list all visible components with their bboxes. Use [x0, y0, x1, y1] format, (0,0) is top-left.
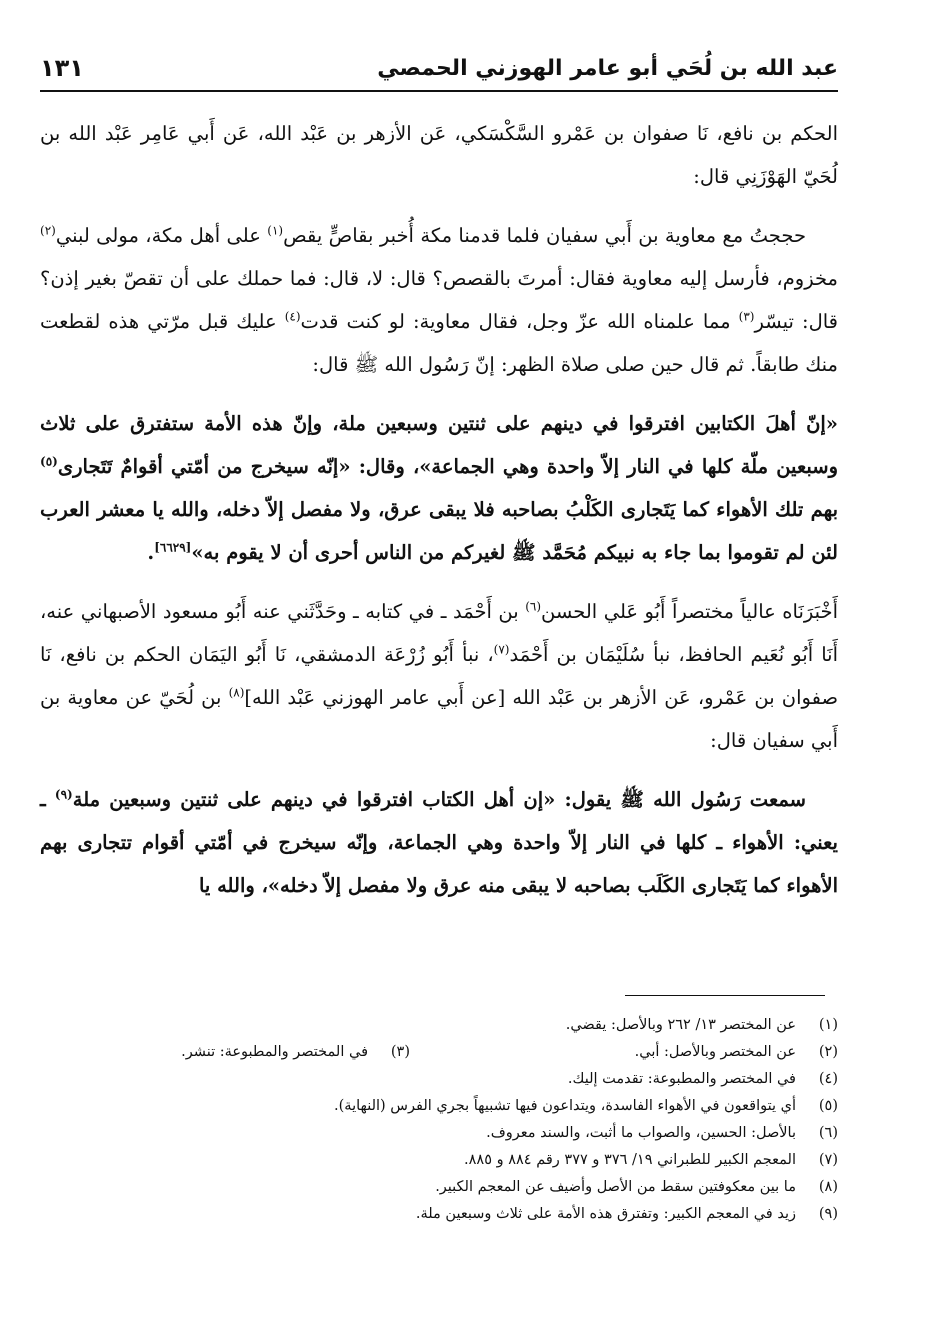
header-divider [40, 90, 838, 92]
footnote-text: بالأصل: الحسين، والصواب ما أثبت، والسند معروف. [486, 1125, 796, 1141]
footnote [40, 1201, 838, 1228]
text-span: بهم تلك الأهواء كما يَتَجارى الكَلْبُ بصاحبه فلا يبقى عرق، ولا مفصل إلاّ دخله، والله يا معشر العرب لئن لم تقوموا بما جاء به نبيكم مُحَمَّد ﷺ لغيركم من الناس أحرى أن لا يقوم به» [40, 498, 838, 564]
text-span: مخزوم، فأرسل إليه معاوية فقال: أمرتَ بالقصص؟ قال: لا، قال: فما حملك على أن تقصّ بغير إذن؟ قال: تيسّر [40, 267, 839, 333]
footnote [40, 1066, 838, 1093]
footnote [40, 1147, 838, 1174]
footnote-marker: (٤) [284, 309, 301, 324]
footnote [40, 1174, 838, 1201]
footnote-divider [625, 995, 825, 996]
footnote-text: ما بين معكوفتين سقط من الأصل وأضيف عن المعجم الكبير. [435, 1179, 796, 1195]
footnote-number: (٨) [818, 1179, 838, 1195]
footnote-inline [181, 1039, 410, 1066]
footnote-text: عن المختصر ١٣/ ٢٦٢ وبالأصل: يقضي. [565, 1017, 796, 1033]
text-span: مما علمناه الله عزّ وجل، فقال معاوية: لو كنت قدت [300, 310, 739, 333]
footnotes [40, 1012, 838, 1228]
hadith-reference: [٦٦٢٩] [154, 540, 192, 555]
footnote [40, 1039, 838, 1066]
text-span: على أهل مكة، مولى لبني [55, 224, 268, 247]
footnote-marker: (٥) [40, 454, 58, 469]
text-span: «إنّ أهلَ الكتابين افترقوا في دينهم على ثنتين وسبعين ملة، وإنّ هذه الأمة ستفترق على ثلاث وسبعين ملّة كلها في النار إلاّ واحدة وهي الجماعة»، وقال: «إنّه سيخرج من أمّتي أقوامٌ تَتَجارى [40, 412, 838, 478]
text-span: حججتُ مع معاوية بن أَبي سفيان فلما قدمنا مكة أُخبر بقاصٍّ يقص [283, 224, 806, 247]
footnote-number: (٩) [818, 1206, 838, 1222]
footnote [40, 1012, 838, 1039]
footnote-text: في المختصر والمطبوعة: تقدمت إليك. [567, 1071, 796, 1087]
footnote-marker: (٢) [40, 223, 56, 238]
paragraph-second-isnad [40, 590, 838, 762]
footnote-marker: (٨) [228, 685, 245, 700]
text-span: سمعت رَسُول الله ﷺ يقول: «إن أهل الكتاب افترقوا في دينهم على ثنتين وسبعين ملة [72, 788, 806, 811]
footnote-marker: (٧) [493, 642, 510, 657]
text-span: ، نبأ أَبُو زُرْعَة الدمشقي، نَا أَبُو اليَمَان الحكم بن نافع، نَا صفوان بن عَمْرو، عَن الأزهر بن عَبْد الله [عن أَبي عامر الهوزني عَبْد الله] [40, 643, 838, 709]
footnote-number: (٤) [818, 1071, 838, 1087]
text-span: عليك قبل مرّتي هذه لقطعت منك طابقاً. ثم قال حين صلى صلاة الظهر: إنّ رَسُول الله ﷺ قال: [40, 310, 838, 376]
footnote-marker: (١) [267, 223, 284, 238]
paragraph-hadith [40, 402, 838, 574]
footnote-marker: (٩) [54, 787, 73, 802]
text-span: بن أَحْمَد ـ في كتابه ـ وحَدَّثَني عنه أَبُو مسعود الأصبهاني عنه، أَنَا أَبُو نُعَيم الحافظ، نبأ سُلَيْمَان بن أَحْمَد [40, 600, 838, 666]
footnote-text: أي يتواقعون في الأهواء الفاسدة، ويتداعون فيها تشبيهاً بجري الفرس (النهاية). [334, 1098, 796, 1114]
footnote-text: المعجم الكبير للطبراني ١٩/ ٣٧٦ و ٣٧٧ رقم ٨٨٤ و ٨٨٥. [464, 1152, 796, 1168]
text-span: أَخْبَرَنَاه عالياً مختصراً أَبُو عَلي الحسن [541, 600, 838, 623]
text-span: الحكم بن نافع، نَا صفوان بن عَمْرو السَّكْسَكي، عَن الأزهر بن عَبْد الله، عَن أَبي عَامِر عَبْد الله بن لُحَيّ الهَوْزَنِي قال: [40, 122, 838, 188]
text-span: بن لُحَيّ عن معاوية بن أَبي سفيان قال: [40, 686, 838, 752]
footnote-marker: (٣) [738, 309, 755, 324]
footnote-number: (٣) [390, 1044, 410, 1060]
paragraph-isnad [40, 112, 838, 198]
footnote-text: عن المختصر وبالأصل: أبي. [634, 1044, 796, 1060]
running-title: عبد الله بن لُحَي أبو عامر الهوزني الحمصي [377, 56, 838, 81]
paragraph-second-hadith [40, 778, 838, 907]
footnote [40, 1120, 838, 1147]
footnote-number: (٧) [818, 1152, 838, 1168]
footnote-number: (٥) [818, 1098, 838, 1114]
page-number: ١٣١ [40, 54, 84, 82]
footnote-text: زيد في المعجم الكبير: وتفترق هذه الأمة على ثلاث وسبعين ملة. [415, 1206, 796, 1222]
paragraph-narration [40, 214, 838, 386]
footnote-number: (٢) [818, 1044, 838, 1060]
main-text [40, 112, 838, 907]
footnote-marker: (٦) [525, 599, 542, 614]
text-span: . [147, 541, 155, 564]
text-span: ـ يعني: الأهواء ـ كلها في النار إلاّ واحدة وهي الجماعة، وإنّه سيخرج في أمّتي أقوام تتجارى بهم الأهواء كما يَتَجارى الكَلَب بصاحبه لا يبقى منه عرق ولا مفصل إلاّ دخله»، والله يا [40, 788, 838, 897]
page-header [40, 52, 838, 92]
footnote [40, 1093, 838, 1120]
footnote-number: (١) [818, 1017, 838, 1033]
footnote-number: (٦) [818, 1125, 838, 1141]
footnote-text: في المختصر والمطبوعة: تنشر. [181, 1044, 368, 1060]
